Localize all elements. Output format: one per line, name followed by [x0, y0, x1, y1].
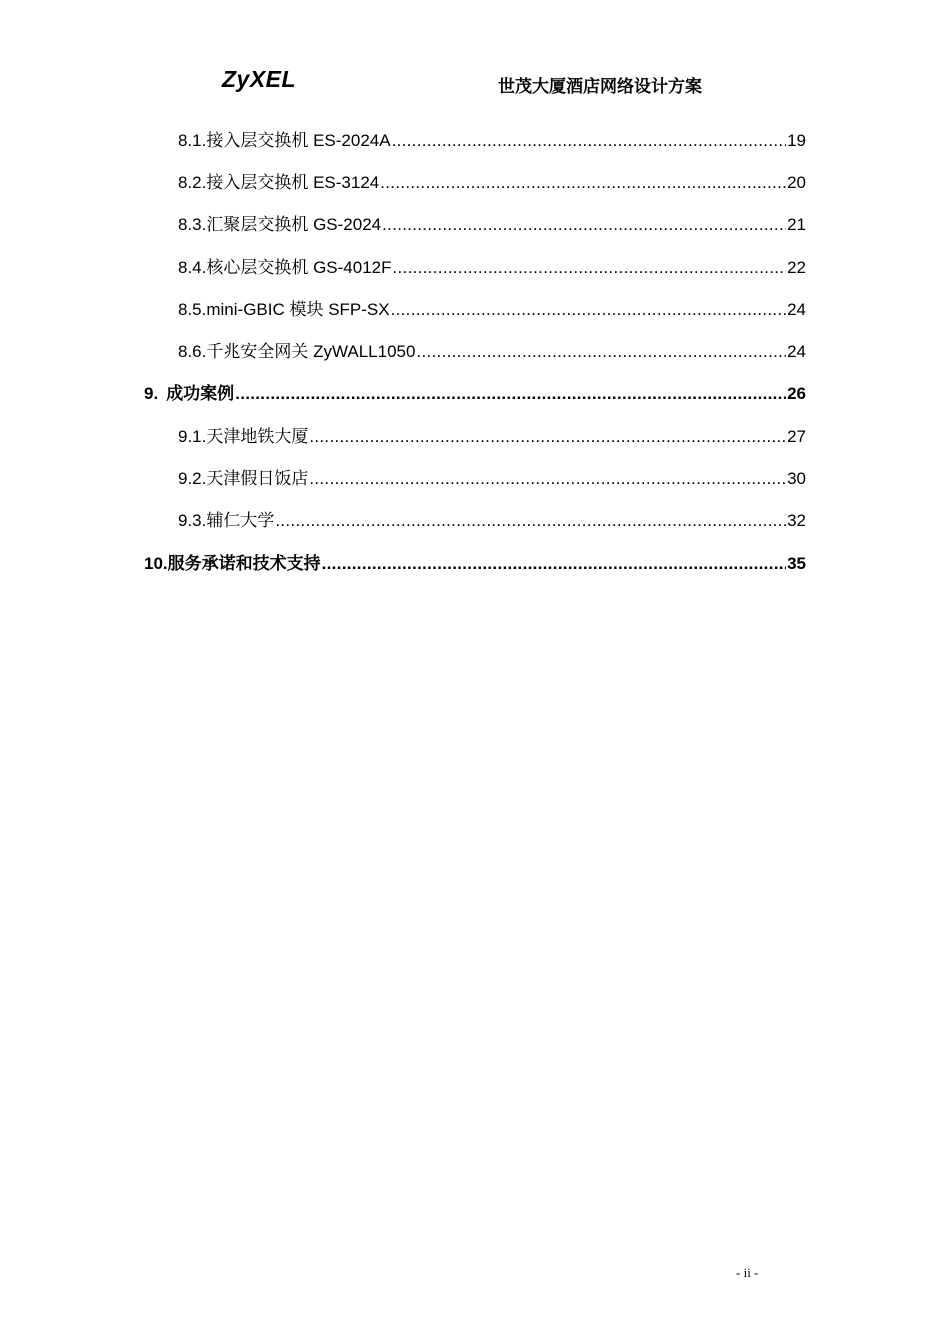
- toc-leader-dots: [393, 258, 787, 278]
- toc-entry-page: 21: [787, 215, 806, 234]
- toc-entry[interactable]: [144, 379, 806, 403]
- toc-entry[interactable]: [178, 422, 806, 446]
- toc-leader-dots: [275, 511, 786, 531]
- toc-entry[interactable]: [178, 337, 806, 361]
- toc-leader-dots: [309, 469, 786, 489]
- toc-entry-page: 24: [787, 300, 806, 319]
- toc-entry-page: 20: [787, 173, 806, 192]
- toc-entry-number: 8.4.: [178, 258, 207, 277]
- toc-entry-title: 千兆安全网关 ZyWALL1050: [206, 342, 416, 361]
- toc-entry-number: 9.1.: [178, 427, 207, 446]
- toc-entry[interactable]: [178, 210, 806, 234]
- toc-entry-title: 服务承诺和技术支持: [167, 554, 321, 573]
- toc-entry-title: 接入层交换机 ES-2024A: [206, 131, 391, 150]
- toc-entry[interactable]: [178, 506, 806, 530]
- toc-entry-title: mini-GBIC 模块 SFP-SX: [206, 300, 390, 319]
- toc-leader-dots: [235, 384, 786, 404]
- toc-entry-title: 核心层交换机 GS-4012F: [206, 258, 392, 277]
- toc-entry[interactable]: [178, 126, 806, 150]
- toc-leader-dots: [392, 131, 786, 151]
- toc-entry-page: 26: [787, 384, 806, 403]
- toc-entry-number: 9.: [144, 384, 159, 403]
- toc-leader-dots: [322, 554, 786, 574]
- toc-entry-page: 27: [787, 427, 806, 446]
- toc-entry-number: 8.2.: [178, 173, 207, 192]
- toc-entry-title: 辅仁大学: [206, 511, 275, 530]
- toc-entry-number: 8.1.: [178, 131, 207, 150]
- toc-entry-page: 30: [787, 469, 806, 488]
- toc-entry-number: 10.: [144, 554, 168, 573]
- toc-entry-page: 32: [787, 511, 806, 530]
- toc-entry-title: 天津假日饭店: [206, 469, 309, 488]
- toc-entry-page: 35: [787, 554, 806, 573]
- toc-entry[interactable]: [178, 464, 806, 488]
- toc-leader-dots: [380, 173, 786, 193]
- brand-logo: ZyXEL: [222, 66, 297, 92]
- toc-leader-dots: [382, 215, 786, 235]
- toc-entry-number: 8.5.: [178, 300, 207, 319]
- toc-entry-page: 22: [787, 258, 806, 277]
- toc-entry[interactable]: [178, 253, 806, 277]
- page-number: - ii -: [736, 1265, 759, 1280]
- toc-entry-page: 24: [787, 342, 806, 361]
- toc-entry-number: 9.2.: [178, 469, 207, 488]
- toc-entry-title: 接入层交换机 ES-3124: [206, 173, 380, 192]
- toc-entry-title: 成功案例: [166, 384, 235, 403]
- toc-entry[interactable]: [178, 295, 806, 319]
- toc-entry-number: 9.3.: [178, 511, 207, 530]
- document-title: 世茂大厦酒店网络设计方案: [498, 77, 702, 97]
- toc-entry-number: 8.6.: [178, 342, 207, 361]
- toc-entry[interactable]: [144, 549, 806, 573]
- toc-entry-number: 8.3.: [178, 215, 207, 234]
- toc-entry-title: 汇聚层交换机 GS-2024: [206, 215, 382, 234]
- toc-entry[interactable]: [178, 168, 806, 192]
- toc-entry-page: 19: [787, 131, 806, 150]
- toc-leader-dots: [391, 300, 786, 320]
- toc-leader-dots: [416, 342, 786, 362]
- toc-leader-dots: [309, 427, 786, 447]
- toc-entry-title: 天津地铁大厦: [206, 427, 309, 446]
